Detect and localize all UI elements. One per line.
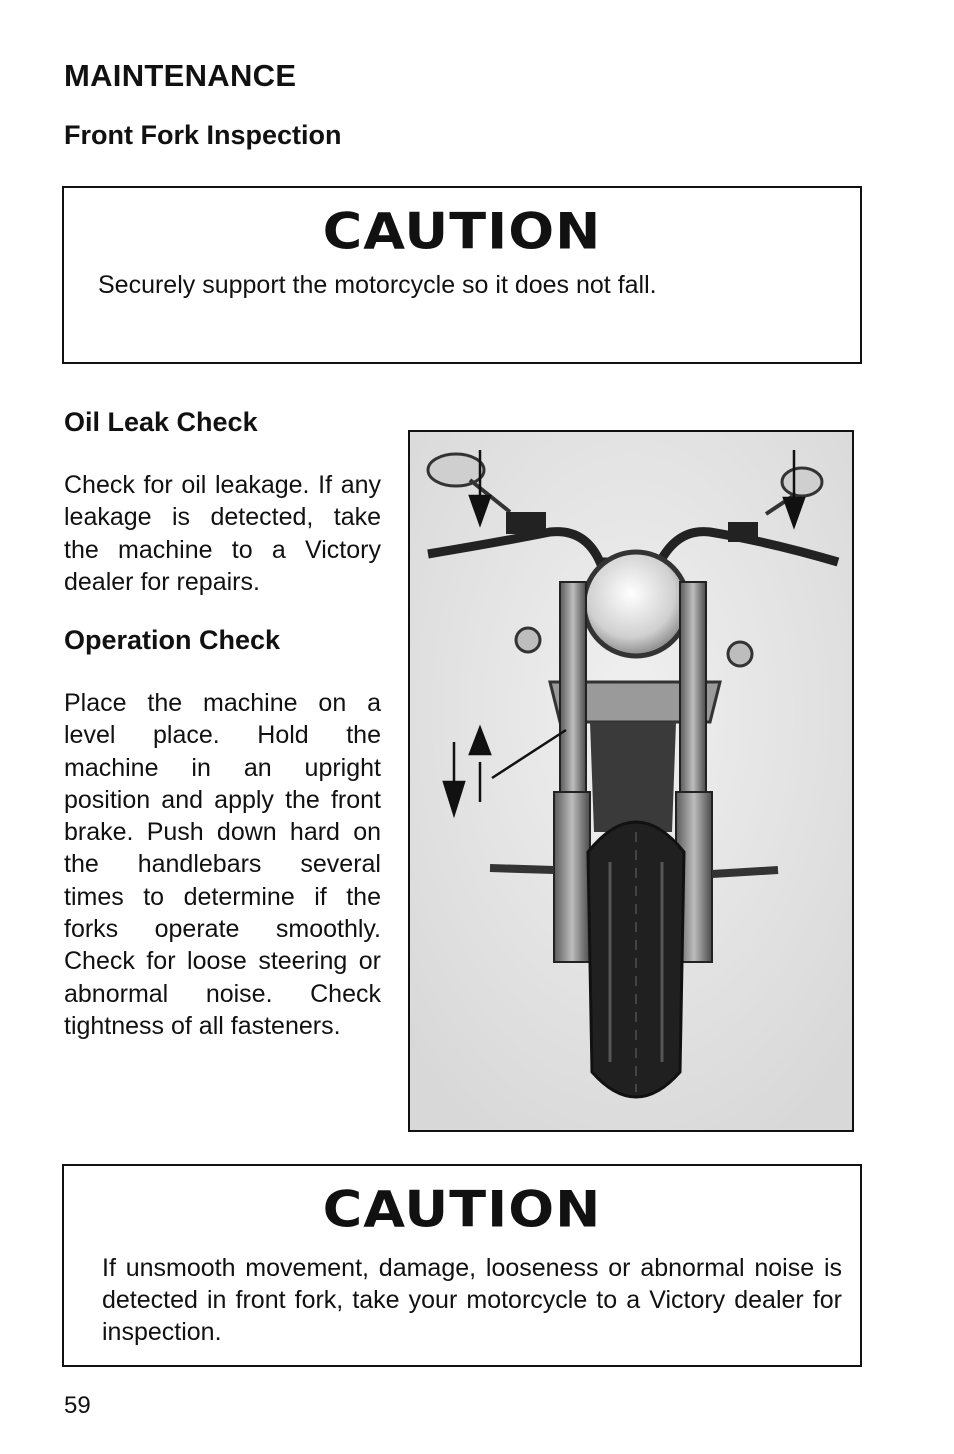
oil-leak-heading: Oil Leak Check [64, 407, 258, 437]
caution-label: CAUTION [322, 202, 602, 261]
oil-leak-paragraph: Check for oil leakage. If any leakage is detected, take the machine to a Victory dealer for repairs. [64, 471, 381, 596]
motorcycle-illustration [410, 432, 852, 1130]
caution-text: If unsmooth movement, damage, looseness or abnormal noise is detected in front fork, take your motorcycle to a Victory dealer for inspection. [102, 1254, 842, 1346]
operation-paragraph: Place the machine on a level place. Hold the machine in an upright position and apply the front brake. Push down hard on the handlebars several times to determine if the forks operate smoothly. Check for loose steering or abnormal noise. Check tightness of all fasteners. [64, 689, 381, 1040]
page-number: 59 [64, 1392, 91, 1419]
motorcycle-front-photo [408, 430, 854, 1132]
subsection-title: Front Fork Inspection [64, 120, 342, 150]
operation-heading: Operation Check [64, 625, 281, 655]
caution-box-bottom [62, 1164, 862, 1367]
section-title: MAINTENANCE [64, 58, 297, 93]
caution-label: CAUTION [322, 1180, 602, 1239]
caution-text: Securely support the motorcycle so it does not fall. [98, 271, 657, 299]
caution-box-top [62, 186, 862, 364]
